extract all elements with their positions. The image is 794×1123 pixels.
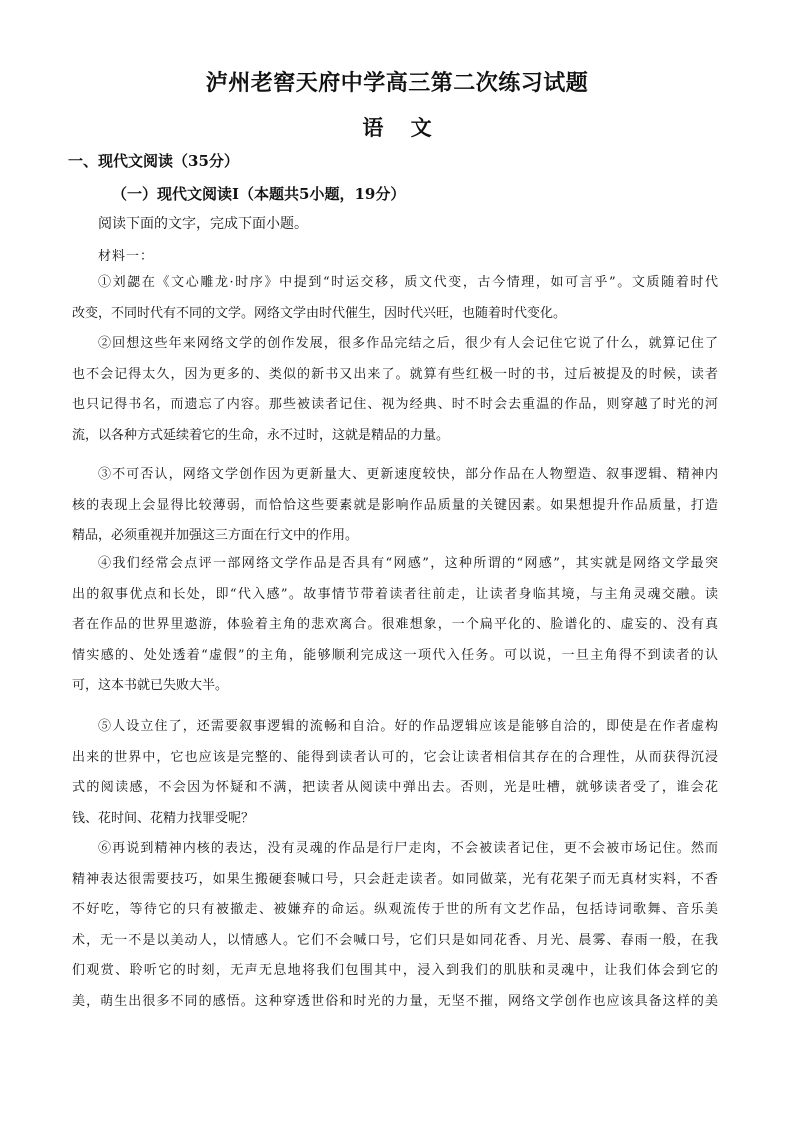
paragraph-line: 流，以各种方式延续着它的生命，永不过时，这就是精品的力量。 [72, 427, 450, 443]
paragraph-line: 式的阅读感，不会因为怀疑和不满，把读者从阅读中弹出去。否则，光是吐槽，就够读者受了，谁会花 [72, 780, 718, 796]
paragraph-line: 改变，不同时代有不同的文学。网络文学由时代催生，因时代兴旺，也随着时代变化。 [72, 305, 567, 321]
paragraph-line: 们观赏、聆听它的时刻，无声无息地将我们包围其中，浸入到我们的肌肤和灵魂中，让我们体会到它的 [72, 963, 718, 979]
paragraph-line: 也不会记得太久，因为更多的、类似的新书又出来了。就算有些红极一时的书，过后被提及的时候，读者 [72, 366, 718, 382]
subject-title: 语 文 [362, 115, 442, 140]
paragraph-line: ③不可否认，网络文学创作因为更新量大、更新速度较快，部分作品在人物塑造、叙事逻辑、精神内 [98, 467, 718, 482]
paragraph-line: 出来的世界中，它也应该是完整的、能得到读者认可的，它会让读者相信其存在的合理性，从而获得沉浸 [72, 749, 718, 765]
paragraph-line: 出的叙事优点和长处，即“代入感”。故事情节带着读者往前走，让读者身临其境，与主角灵魂交融。读 [72, 586, 718, 602]
paragraph-line: 美，萌生出很多不同的感悟。这种穿透世俗和时光的力量，无坚不摧，网络文学创作也应该具备这样的美 [72, 994, 718, 1009]
material-label: 材料一： [98, 249, 155, 264]
paragraph-line: 精品，必须重视并加强这三方面在行文中的作用。 [72, 528, 359, 544]
paragraph-line: 情实感的、处处透着“虚假”的主角，能够顺利完成这一项代入任务。可以说，一旦主角得不到读者的认 [72, 647, 718, 663]
paragraph-line: ②回想这些年来网络文学的创作发展，很多作品完结之后，很少有人会记住它说了什么，就算记住了 [98, 336, 718, 351]
exam-title: 泸州老窖天府中学高三第二次练习试题 [205, 70, 589, 96]
subsection-heading: （一）现代文阅读Ⅰ（本题共5小题，19分） [112, 185, 406, 203]
paragraph-line: 核的表现上会显得比较薄弱，而恰恰这些要素就是影响作品质量的关键因素。如果想提升作品质量，打造 [72, 497, 718, 513]
paragraph-line: ①刘勰在《文心雕龙·时序》中提到“时运交移，质文代变，古今情理，如可言乎”。文质随着时代 [98, 275, 718, 290]
paragraph-line: ⑥再说到精神内核的表达，没有灵魂的作品是行尸走肉，不会被读者记住，更不会被市场记住。然而 [98, 841, 718, 856]
paragraph-line: ④我们经常会点评一部网络文学作品是否具有“网感”，这种所谓的“网感”，其实就是网络文学最突 [98, 556, 718, 571]
paragraph-line: 钱、花时间、花精力找罪受呢？ [72, 810, 255, 826]
paragraph-line: ⑤人设立住了，还需要叙事逻辑的流畅和自洽。好的作品逻辑应该是能够自洽的，即使是在作者虚构 [98, 719, 718, 734]
paragraph-line: 不好吃，等待它的只有被撤走、被嫌弃的命运。纵观流传于世的所有文艺作品，包括诗词歌舞、音乐美 [72, 902, 718, 918]
reading-instruction: 阅读下面的文字，完成下面小题。 [98, 216, 308, 232]
paragraph-line: 者在作品的世界里遨游，体验着主角的悲欢离合。很难想象，一个扁平化的、脸谱化的、虚妄的、没有真 [72, 617, 718, 633]
paragraph-line: 精神表达很需要技巧，如果生搬硬套喊口号，只会赶走读者。如同做菜，光有花架子而无真材实料，不香 [72, 871, 718, 887]
paragraph-line: 术，无一不是以美动人，以情感人。它们不会喊口号，它们只是如同花香、月光、晨雾、春雨一般，在我 [72, 932, 718, 948]
paragraph-line: 可，这本书就已失败大半。 [72, 678, 229, 694]
section-heading: 一、现代文阅读（35分） [68, 152, 239, 170]
paragraph-line: 也只记得书名，而遗忘了内容。那些被读者记住、视为经典、时不时会去重温的作品，则穿越了时光的河 [72, 397, 718, 413]
